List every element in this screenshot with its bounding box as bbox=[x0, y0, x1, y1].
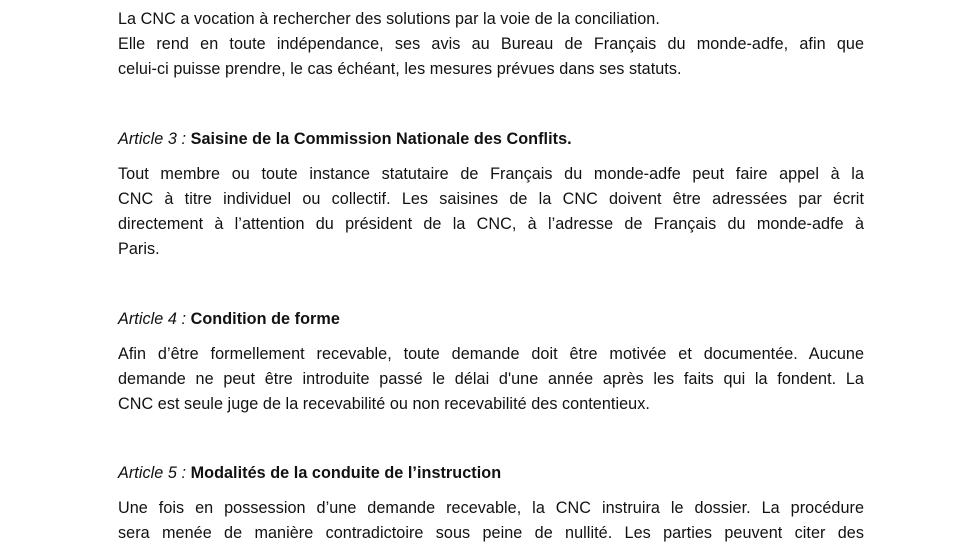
article-title: Modalités de la conduite de l’instruction bbox=[190, 464, 502, 482]
article-title: Condition de forme bbox=[190, 310, 340, 328]
intro-line: Elle rend en toute indépendance, ses avis au Bureau de Français du monde-adfe, afin que bbox=[118, 35, 864, 53]
article-label: Article 5 : bbox=[118, 464, 187, 482]
article-3-line: Tout membre ou toute instance statutaire de Français du monde-adfe peut faire appel à la bbox=[118, 165, 864, 183]
article-3-line: directement à l’attention du président de la CNC, à l’adresse de Français du monde-adfe à bbox=[118, 215, 864, 233]
article-label: Article 4 : bbox=[118, 310, 187, 328]
article-5-line: Une fois en possession d’une demande recevable, la CNC instruira le dossier. La procédure bbox=[118, 499, 864, 517]
article-3-line: CNC à titre individuel ou collectif. Les saisines de la CNC doivent être adressées par écrit bbox=[118, 190, 864, 208]
article-4-line: Afin d’être formellement recevable, toute demande doit être motivée et documentée. Aucune bbox=[118, 345, 864, 363]
article-5-line: sera menée de manière contradictoire sous peine de nullité. Les parties peuvent citer des bbox=[118, 524, 864, 542]
article-5-heading bbox=[118, 462, 501, 484]
article-label: Article 3 : bbox=[118, 130, 187, 148]
article-title: Saisine de la Commission Nationale des Conflits. bbox=[190, 130, 572, 148]
article-4-line: demande ne peut être introduite passé le délai d'une année après les faits qui la fondent. La bbox=[118, 370, 864, 388]
intro-line: celui-ci puisse prendre, le cas échéant, les mesures prévues dans ses statuts. bbox=[118, 60, 682, 78]
article-3-heading bbox=[118, 128, 572, 150]
article-4-heading bbox=[118, 308, 340, 330]
article-4-line: CNC est seule juge de la recevabilité ou non recevabilité des contentieux. bbox=[118, 395, 650, 413]
article-3-line: Paris. bbox=[118, 240, 160, 258]
intro-line: La CNC a vocation à rechercher des solutions par la voie de la conciliation. bbox=[118, 10, 660, 28]
